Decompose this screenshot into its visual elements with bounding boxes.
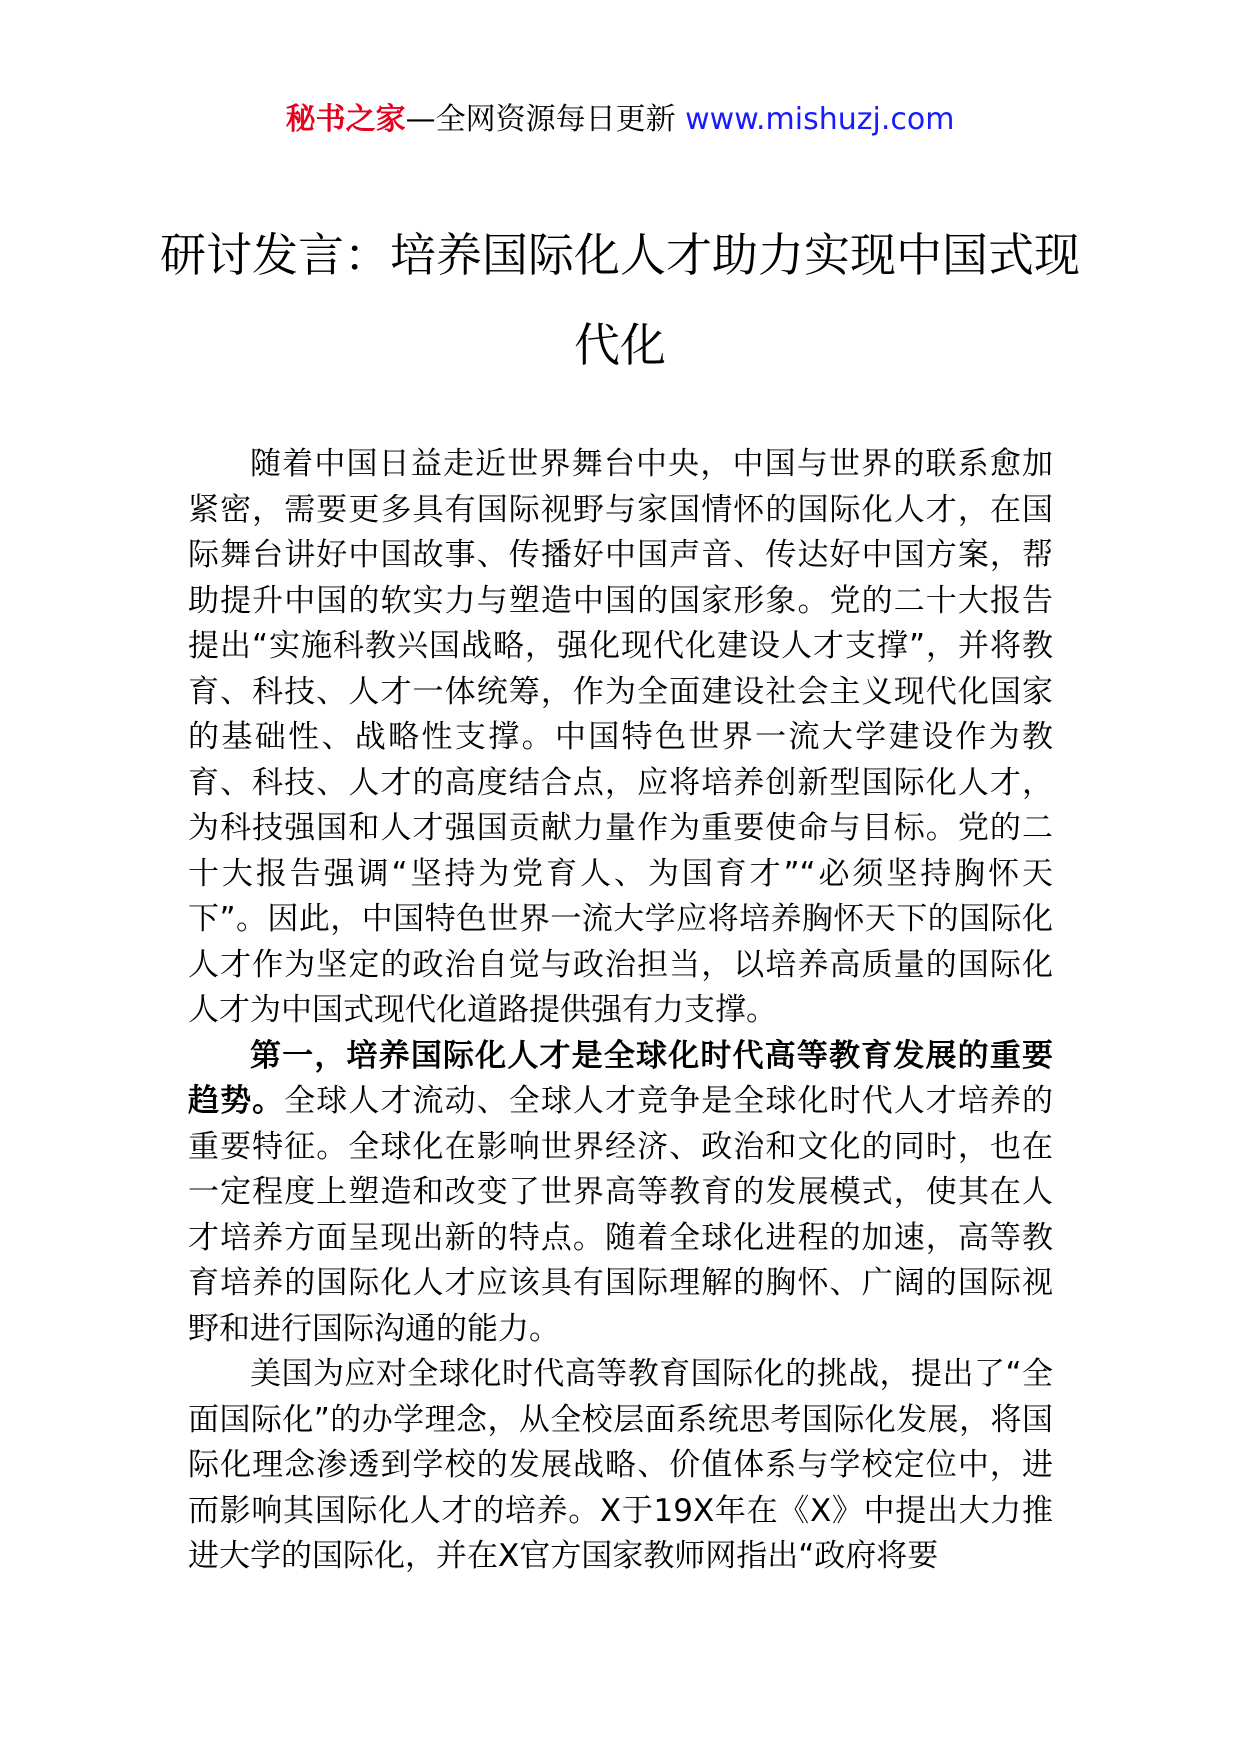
header-tagline: —全网资源每日更新 <box>405 102 686 137</box>
document-body <box>188 442 1053 1580</box>
website-link[interactable]: www.mishuzj.com <box>685 102 955 137</box>
paragraph-2 <box>188 1034 1053 1353</box>
brand-name: 秘书之家 <box>285 102 406 137</box>
document-title: 研讨发言：培养国际化人才助力实现中国式现代化 <box>160 228 1080 372</box>
paragraph-3-text: 美国为应对全球化时代高等教育国际化的挑战，提出了“全面国际化”的办学理念，从全校层面系统思考国际化发展，将国际化理念渗透到学校的发展战略、价值体系与学校定位中，进而影响其国际化人才的培养。X于19X年在《X》中提出大力推进大学的国际化，并在X官方国家教师网指出“政府将要 <box>188 1356 1053 1574</box>
paragraph-1-text: 随着中国日益走近世界舞台中央，中国与世界的联系愈加紧密，需要更多具有国际视野与家国情怀的国际化人才，在国际舞台讲好中国故事、传播好中国声音、传达好中国方案，帮助提升中国的软实力与塑造中国的国家形象。党的二十大报告提出“实施科教兴国战略，强化现代化建设人才支撑”，并将教育、科技、人才一体统筹，作为全面建设社会主义现代化国家的基础性、战略性支撑。中国特色世界一流大学建设作为教育、科技、人才的高度结合点，应将培养创新型国际化人才，为科技强国和人才强国贡献力量作为重要使命与目标。党的二十大报告强调“坚持为党育人、为国育才”“必须坚持胸怀天下”。因此，中国特色世界一流大学应将培养胸怀天下的国际化人才作为坚定的政治自觉与政治担当，以培养高质量的国际化人才为中国式现代化道路提供强有力支撑。 <box>188 446 1053 1028</box>
paragraph-2-text: 全球人才流动、全球人才竞争是全球化时代人才培养的重要特征。全球化在影响世界经济、政治和文化的同时，也在一定程度上塑造和改变了世界高等教育的发展模式，使其在人才培养方面呈现出新的特点。随着全球化进程的加速，高等教育培养的国际化人才应该具有国际理解的胸怀、广阔的国际视野和进行国际沟通的能力。 <box>188 1083 1054 1347</box>
paragraph-2-lead: 第一，培养国际化人才是全球化时代高等教育发展的重要趋势。 <box>188 1037 1053 1119</box>
paragraph-1 <box>188 442 1053 1034</box>
paragraph-3 <box>188 1352 1053 1580</box>
page-header <box>0 100 1240 140</box>
